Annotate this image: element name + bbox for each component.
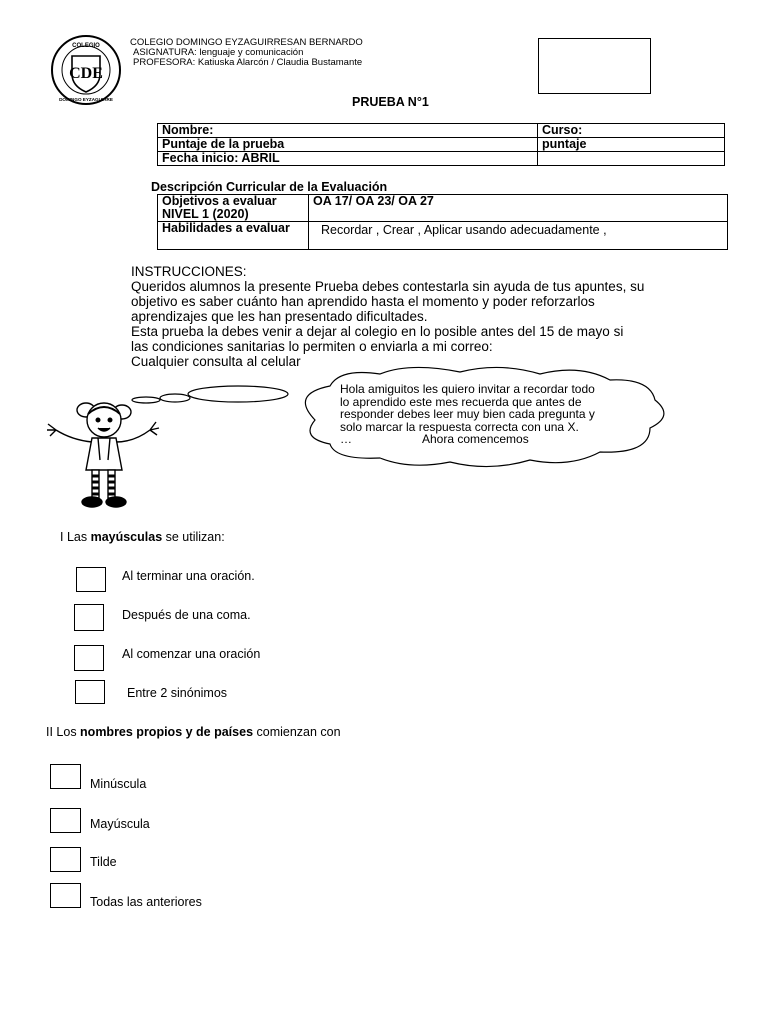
table-row [158,195,728,222]
q2-keyword: nombres propios y de países [80,725,254,739]
instructions-line: las condiciones sanitarias lo permiten o enviarla a mi correo: [131,339,493,354]
bubble-line: Hola amiguitos les quiero invitar a recordar todo [340,382,595,396]
q1-option-2-label: Después de una coma. [122,608,251,622]
page-title: PRUEBA N°1 [352,95,429,109]
instructions-line: aprendizajes que les han presentado dificultades. [131,309,428,324]
q2-option-2-label: Mayúscula [90,817,150,831]
objectives-value: OA 17/ OA 23/ OA 27 [309,195,728,222]
score-value[interactable]: puntaje [538,138,725,152]
q1-option-3-label: Al comenzar una oración [122,647,261,661]
bubble-line: solo marcar la respuesta correcta con una X. [340,419,579,434]
q2-option-3-label: Tilde [90,855,117,869]
name-label[interactable]: Nombre: [158,124,538,138]
q1-option-4-checkbox[interactable] [75,680,105,704]
course-label[interactable]: Curso: [538,124,725,138]
instructions-line: objetivo es saber cuánto han aprendido hasta el momento y poder reforzarlos [131,294,595,309]
logo-letters: CDE [69,65,103,82]
q1-keyword: mayúsculas [90,530,163,544]
table-row [158,138,725,152]
skills-value: Recordar , Crear , Aplicar usando adecuadamente , [309,222,728,250]
instructions-line: Queridos alumnos la presente Prueba debes contestarla sin ayuda de tus apuntes, su [131,279,645,294]
bubble-lets-begin: Ahora comencemos [422,432,529,447]
bubble-text [340,383,660,446]
score-label[interactable]: Puntaje de la prueba [158,138,538,152]
q1-prefix: I Las [60,530,91,544]
objectives-label: Objetivos a evaluar [162,194,277,208]
bubble-ellipsis: … [340,432,352,447]
bubble-line: responder debes leer muy bien cada pregunta y [340,407,595,422]
q2-option-1-checkbox[interactable] [50,764,81,789]
q1-option-4-label: Entre 2 sinónimos [127,686,228,700]
info-table [157,123,725,166]
school-logo [50,34,122,106]
q1-suffix: se utilizan: [162,530,225,544]
skills-label: Habilidades a evaluar [158,222,309,250]
q1-option-3-checkbox[interactable] [74,645,104,671]
curriculum-table [157,194,728,250]
instructions-heading: INSTRUCCIONES: [131,264,247,279]
logo-bottom-text: DOMINGO EYZAGUIRRE [59,97,113,102]
header-school: COLEGIO DOMINGO EYZAGUIRRESAN BERNARDO [130,37,363,48]
level-label: NIVEL 1 (2020) [162,207,249,221]
q2-option-3-checkbox[interactable] [50,847,81,872]
instructions-line: Cualquier consulta al celular [131,354,301,369]
q2-option-4-label: Todas las anteriores [90,895,202,909]
q2-option-1-label: Minúscula [90,777,147,791]
logo-top-text: COLEGIO [72,43,100,49]
curriculum-heading: Descripción Curricular de la Evaluación [151,180,388,194]
q1-option-1-label: Al terminar una oración. [122,569,255,583]
empty-cell[interactable] [538,152,725,166]
header-teacher: PROFESORA: Katiuska Alarcón / Claudia Bustamante [133,57,363,68]
start-date[interactable]: Fecha inicio: ABRIL [158,152,538,166]
table-row [158,222,728,250]
table-row [158,124,725,138]
instructions-line: Esta prueba la debes venir a dejar al colegio en lo posible antes del 15 de mayo si [131,324,624,339]
header-subject: ASIGNATURA: lenguaje y comunicación [133,47,304,58]
question-1 [60,530,225,544]
question-2 [46,725,341,739]
grade-box[interactable] [538,38,651,94]
q2-prefix: II Los [46,725,81,739]
table-row [158,152,725,166]
q2-option-2-checkbox[interactable] [50,808,81,833]
q1-option-2-checkbox[interactable] [74,604,104,631]
q1-option-1-checkbox[interactable] [76,567,106,592]
instructions [131,264,731,369]
q2-option-4-checkbox[interactable] [50,883,81,908]
q2-suffix: comienzan con [253,725,341,739]
bubble-line [340,433,660,446]
bubble-line: lo aprendido este mes recuerda que antes de [340,394,582,409]
